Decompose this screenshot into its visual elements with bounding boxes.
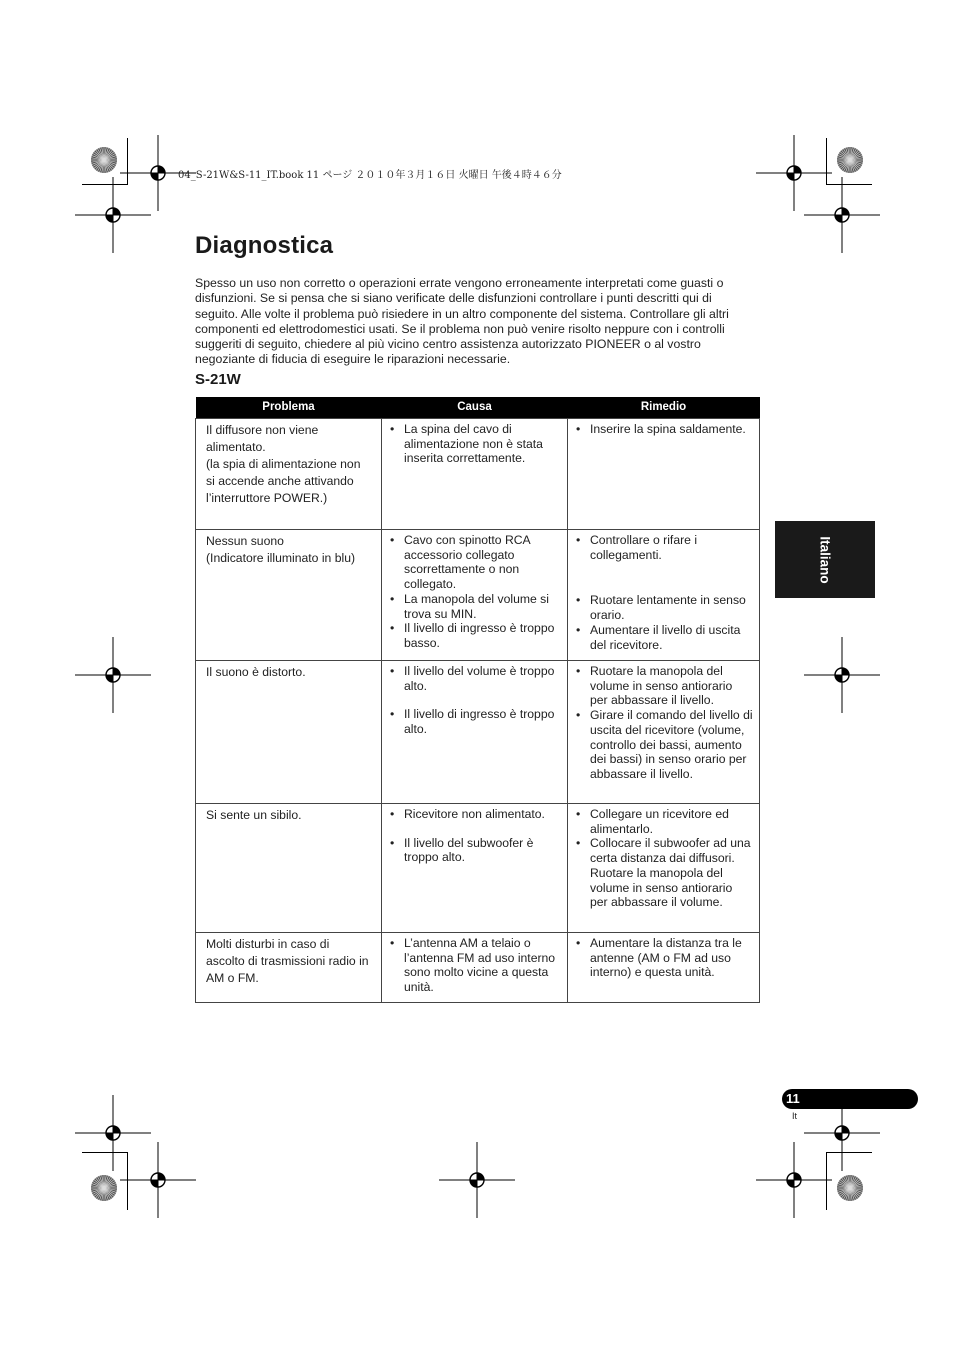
problem-line: Il diffusore non viene alimentato. (206, 423, 319, 454)
table-row (196, 419, 760, 530)
color-target-icon (90, 146, 118, 174)
registration-mark-icon (439, 1142, 515, 1218)
registration-mark-icon (804, 637, 880, 713)
problem-text (196, 530, 381, 567)
book-file-header: 04_S-21W&S-11_IT.book 11 ページ ２０１０年３月１６日 火曜日 午後４時４６分 (178, 170, 562, 181)
page-number: 11 (786, 1091, 800, 1106)
page-language-code: It (792, 1111, 798, 1121)
remedy-item: • Ruotare la manopola del volume in senso antiorario per abbassare il livello. (576, 664, 753, 708)
cause-item: • La manopola del volume si trova su MIN. (390, 592, 561, 621)
cause-item: • Il livello del volume è troppo alto. (390, 664, 561, 693)
cause-item: • Il livello di ingresso è troppo basso. (390, 621, 561, 650)
problem-line: (Indicatore illuminato in blu) (206, 551, 356, 565)
problem-text (196, 419, 381, 507)
registration-mark-icon (804, 177, 880, 253)
cause-cell (382, 933, 568, 1003)
column-header-problema: Problema (196, 397, 382, 419)
cause-item: • L’antenna AM a telaio o l’antenna FM ad uso interno sono molto vicine a questa unità. (390, 936, 561, 995)
page-title: Diagnostica (195, 232, 334, 259)
section-title: S-21W (195, 371, 241, 388)
remedy-item: • Ruotare lentamente in senso orario. (576, 593, 753, 622)
color-target-icon (836, 146, 864, 174)
remedy-item: • Inserire la spina saldamente. (576, 422, 753, 437)
cause-item: • Il livello del subwoofer è troppo alto. (390, 836, 561, 865)
registration-mark-icon (120, 1142, 196, 1218)
registration-mark-icon (75, 637, 151, 713)
table-row (196, 661, 760, 804)
problem-line: Nessun suono (206, 534, 284, 548)
cause-item: • La spina del cavo di alimentazione non è stata inserita correttamente. (390, 422, 561, 466)
cause-item: • Il livello di ingresso è troppo alto. (390, 707, 561, 736)
intro-paragraph: Spesso un uso non corretto o operazioni errate vengono erroneamente interpretati come guasti o disfunzioni. Se si pensa che si siano verificate delle disfunzioni controllare i punti descritti qui di seguito. Alle volte il problema può risiedere in un altro componente del sistema. Controllare gli altri componenti ed elettrodomestici usati. Se il problema non può venire risolto neppure con i controlli suggeriti di seguito, chiedere al più vicino centro assistenza autorizzato PIONEER o al vostro negoziante di fiducia di eseguire le riparazioni necessarie. (195, 276, 729, 367)
remedy-item: • Controllare o rifare i collegamenti. (576, 533, 753, 562)
problem-text: Si sente un sibilo. (206, 808, 302, 822)
color-target-icon (90, 1174, 118, 1202)
problem-cell (196, 419, 382, 530)
column-header-rimedio: Rimedio (568, 397, 760, 419)
problem-cell (196, 804, 382, 933)
cause-item: • Cavo con spinotto RCA accessorio collegato scorrettamente o non collegato. (390, 533, 561, 592)
remedy-item: • Collegare un ricevitore ed alimentarlo. (576, 807, 753, 836)
remedy-cell (568, 804, 760, 933)
registration-mark-icon (75, 177, 151, 253)
problem-cell (196, 530, 382, 661)
remedy-cell (568, 530, 760, 661)
problem-text: Molti disturbi in caso di ascolto di trasmissioni radio in AM o FM. (206, 937, 369, 985)
remedy-item: • Aumentare la distanza tra le antenne (AM o FM ad uso interno) e questa unità. (576, 936, 753, 980)
problem-cell (196, 661, 382, 804)
cause-cell (382, 661, 568, 804)
remedy-cell (568, 661, 760, 804)
page-number-badge (782, 1089, 918, 1109)
troubleshooting-table (195, 397, 760, 1003)
remedy-item: • Aumentare il livello di uscita del ricevitore. (576, 623, 753, 652)
cause-cell (382, 804, 568, 933)
crop-line (826, 1152, 872, 1153)
table-header-row (196, 397, 760, 419)
remedy-cell (568, 933, 760, 1003)
problem-line: (la spia di alimentazione non si accende anche attivando l’interruttore POWER.) (206, 457, 361, 505)
language-tab-label: Italiano (817, 535, 833, 584)
column-header-causa: Causa (382, 397, 568, 419)
cause-cell (382, 530, 568, 661)
language-side-tab (775, 521, 875, 598)
problem-cell (196, 933, 382, 1003)
remedy-item: • Collocare il subwoofer ad una certa distanza dai diffusori. Ruotare la manopola del volume in senso antiorario per abbassare il volume. (576, 836, 753, 910)
problem-text: Il suono è distorto. (206, 665, 306, 679)
remedy-cell (568, 419, 760, 530)
registration-mark-icon (756, 1142, 832, 1218)
table-row (196, 530, 760, 661)
remedy-item: • Girare il comando del livello di uscita del ricevitore (volume, controllo dei bassi, aumento dei bassi) in senso orario per abbassare il livello. (576, 708, 753, 782)
cause-item: • Ricevitore non alimentato. (390, 807, 561, 822)
color-target-icon (836, 1174, 864, 1202)
cause-cell (382, 419, 568, 530)
table-row (196, 804, 760, 933)
table-row (196, 933, 760, 1003)
